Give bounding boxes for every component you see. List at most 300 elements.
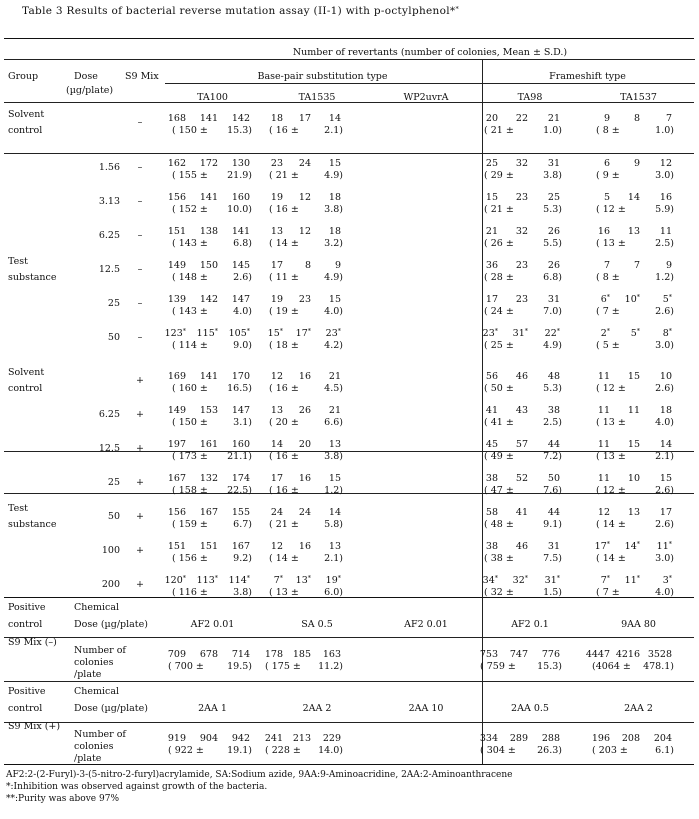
- sd-value: 4.0): [655, 417, 674, 428]
- mean-value: ( 9 ±: [596, 170, 620, 181]
- sd-value: 3.0): [655, 170, 674, 181]
- colony-count: 156: [167, 192, 186, 203]
- mean-value: ( 49 ±: [484, 451, 514, 462]
- mean-value: ( 13 ±: [596, 417, 626, 428]
- colony-count: 25: [485, 158, 498, 169]
- mean-value: ( 16 ±: [269, 383, 299, 394]
- colony-count: 8: [304, 260, 311, 271]
- number-label: /plate: [74, 669, 102, 680]
- mean-value: ( 150 ±: [172, 125, 208, 136]
- colony-count: 14*: [624, 540, 640, 552]
- colony-count: 11: [659, 226, 672, 237]
- sd-value: 19.1): [227, 745, 252, 756]
- mean-value: ( 41 ±: [484, 417, 514, 428]
- colony-count: 151: [199, 541, 218, 552]
- s9-value: +: [136, 375, 144, 386]
- s9-mix-label: S9 Mix (–): [8, 637, 57, 648]
- sd-value: 1.5): [543, 587, 562, 598]
- colony-count: 919: [167, 733, 186, 744]
- s9-value: –: [137, 230, 143, 241]
- chemical-label: Chemical: [74, 602, 120, 613]
- colony-count: 170: [231, 371, 250, 382]
- colony-count: 147: [231, 405, 250, 416]
- mean-value: ( 18 ±: [269, 340, 299, 351]
- group-label: control: [8, 125, 43, 136]
- base-pair-header: Base-pair substitution type: [257, 71, 388, 82]
- colony-count: 141: [231, 226, 250, 237]
- colony-count: 26: [298, 405, 311, 416]
- colony-count: 12: [659, 158, 672, 169]
- colony-count: 16: [597, 226, 610, 237]
- chemical-dose: 9AA 80: [621, 619, 656, 630]
- colony-count: 24: [270, 507, 283, 518]
- colony-count: 17*: [295, 327, 311, 339]
- mean-value: ( 28 ±: [484, 272, 514, 283]
- colony-count: 6: [603, 158, 610, 169]
- chemical-dose: 2AA 10: [408, 703, 444, 714]
- colony-count: 115*: [196, 327, 218, 339]
- colony-count: 161: [199, 439, 218, 450]
- dose-value: 3.13: [98, 196, 120, 207]
- colony-count: 130: [231, 158, 250, 169]
- colony-count: 11: [597, 371, 610, 382]
- colony-count: 16: [298, 371, 311, 382]
- sd-value: 21.9): [227, 170, 252, 181]
- s9-value: +: [136, 477, 144, 488]
- sd-value: 6.1): [655, 745, 674, 756]
- mean-value: ( 5 ±: [596, 340, 620, 351]
- sd-value: 1.0): [655, 125, 674, 136]
- mean-value: ( 16 ±: [269, 485, 299, 496]
- colony-count: 8: [633, 113, 640, 124]
- dose-value: 12.5: [98, 264, 120, 275]
- mean-value: ( 25 ±: [484, 340, 514, 351]
- colony-count: 52: [515, 473, 528, 484]
- dose-label: Dose (µg/plate): [74, 703, 148, 714]
- colony-count: 12: [298, 226, 311, 237]
- mean-value: ( 8 ±: [596, 125, 620, 136]
- colony-count: 38: [547, 405, 560, 416]
- dose-value: 25: [107, 477, 120, 488]
- chemical-dose: AF2 0.1: [511, 619, 549, 630]
- dose-unit-header: (µg/plate): [66, 85, 114, 96]
- colony-count: 113*: [196, 574, 218, 586]
- colony-count: 25: [547, 192, 560, 203]
- colony-count: 11: [597, 405, 610, 416]
- colony-count: 44: [547, 439, 560, 450]
- colony-count: 20: [485, 113, 498, 124]
- sd-value: 1.2): [324, 485, 343, 496]
- colony-count: 178: [264, 649, 283, 660]
- colony-count: 31*: [512, 327, 528, 339]
- dose-header: Dose: [74, 71, 98, 82]
- sd-value: 14.0): [318, 745, 343, 756]
- colony-count: 15: [328, 158, 341, 169]
- sd-value: 4.9): [543, 340, 562, 351]
- colony-count: 48: [547, 371, 560, 382]
- mean-value: ( 13 ±: [269, 587, 299, 598]
- colony-count: 20: [298, 439, 311, 450]
- colony-count: 15: [627, 371, 640, 382]
- colony-count: 50: [547, 473, 560, 484]
- positive-label: Positive: [8, 686, 46, 697]
- rule-line: [4, 597, 694, 598]
- mean-value: ( 16 ±: [269, 451, 299, 462]
- sd-value: 4.9): [324, 170, 343, 181]
- s9-value: +: [136, 545, 144, 556]
- colony-count: 17*: [594, 540, 610, 552]
- strain-ta1537: TA1537: [620, 92, 657, 103]
- colony-count: 19*: [325, 574, 341, 586]
- colony-count: 11: [627, 405, 640, 416]
- sd-value: 9.1): [543, 519, 562, 530]
- mean-value: ( 143 ±: [172, 238, 208, 249]
- colony-count: 23*: [325, 327, 341, 339]
- sd-value: 3.1): [233, 417, 252, 428]
- sd-value: 9.0): [233, 340, 252, 351]
- s9-value: –: [137, 196, 143, 207]
- sd-value: 5.3): [543, 383, 562, 394]
- colony-count: 9: [633, 158, 640, 169]
- colony-count: 7: [633, 260, 640, 271]
- colony-count: 26: [547, 226, 560, 237]
- mean-value: ( 21 ±: [484, 125, 514, 136]
- colony-count: 160: [231, 192, 250, 203]
- colony-count: 114*: [228, 574, 250, 586]
- sd-value: 4.5): [324, 383, 343, 394]
- colony-count: 12: [298, 192, 311, 203]
- colony-count: 18: [328, 226, 341, 237]
- colony-count: 167: [231, 541, 250, 552]
- sd-value: 4.2): [324, 340, 343, 351]
- colony-count: 141: [199, 371, 218, 382]
- colony-count: 138: [199, 226, 218, 237]
- dose-value: 25: [107, 298, 120, 309]
- sd-value: 16.5): [227, 383, 252, 394]
- colony-count: 32: [515, 226, 528, 237]
- mean-value: ( 8 ±: [596, 272, 620, 283]
- colony-count: 14: [659, 439, 672, 450]
- colony-count: 38: [485, 473, 498, 484]
- colony-count: 9: [603, 113, 610, 124]
- mean-value: ( 143 ±: [172, 306, 208, 317]
- colony-count: 58: [485, 507, 498, 518]
- sd-value: 1.0): [543, 125, 562, 136]
- colony-count: 44: [547, 507, 560, 518]
- colony-count: 289: [509, 733, 528, 744]
- colony-count: 147: [231, 294, 250, 305]
- colony-count: 14: [328, 113, 341, 124]
- colony-count: 2*: [600, 327, 610, 339]
- rule-line: [165, 59, 695, 60]
- mean-value: ( 13 ±: [596, 238, 626, 249]
- colony-count: 22*: [544, 327, 560, 339]
- rule-line: [4, 38, 694, 39]
- colony-count: 13: [627, 226, 640, 237]
- colony-count: 31: [547, 541, 560, 552]
- sd-value: 4.0): [324, 306, 343, 317]
- chemical-dose: 2AA 2: [302, 703, 332, 714]
- colony-count: 334: [479, 733, 498, 744]
- colony-count: 12: [270, 541, 283, 552]
- positive-label: control: [8, 619, 43, 630]
- mean-value: ( 304 ±: [480, 745, 516, 756]
- colony-count: 3528: [647, 649, 672, 660]
- mean-value: ( 203 ±: [592, 745, 628, 756]
- colony-count: 120*: [164, 574, 186, 586]
- rule-line: [4, 637, 694, 638]
- number-label: Number of: [74, 645, 126, 656]
- s9-value: +: [136, 579, 144, 590]
- mean-value: ( 114 ±: [172, 340, 208, 351]
- colony-count: 172: [199, 158, 218, 169]
- rule-line: [4, 681, 694, 682]
- colony-count: 23*: [482, 327, 498, 339]
- colony-count: 229: [322, 733, 341, 744]
- revertants-header: Number of revertants (number of colonies, Mean ± S.D.): [292, 47, 568, 58]
- colony-count: 13: [270, 405, 283, 416]
- colony-count: 747: [509, 649, 528, 660]
- colony-count: 24: [298, 507, 311, 518]
- colony-count: 7: [603, 260, 610, 271]
- mean-value: ( 12 ±: [596, 383, 626, 394]
- colony-count: 288: [541, 733, 560, 744]
- colony-count: 776: [541, 649, 560, 660]
- s9-value: –: [137, 264, 143, 275]
- colony-count: 18: [328, 192, 341, 203]
- colony-count: 151: [167, 226, 186, 237]
- sd-value: 2.6): [655, 383, 674, 394]
- footnote-purity: **:Purity was above 97%: [6, 794, 119, 804]
- colony-count: 17: [485, 294, 498, 305]
- group-label: Solvent: [8, 109, 45, 120]
- colony-count: 5*: [630, 327, 640, 339]
- colony-count: 14: [270, 439, 283, 450]
- colony-count: 167: [199, 507, 218, 518]
- colony-count: 21: [485, 226, 498, 237]
- colony-count: 15: [627, 439, 640, 450]
- mean-value: ( 14 ±: [269, 238, 299, 249]
- colony-count: 23: [515, 260, 528, 271]
- colony-count: 241: [264, 733, 283, 744]
- colony-count: 23: [515, 294, 528, 305]
- colony-count: 213: [292, 733, 311, 744]
- colony-count: 15: [659, 473, 672, 484]
- sd-value: 6.6): [324, 417, 343, 428]
- colony-count: 57: [515, 439, 528, 450]
- sd-value: 22.5): [227, 485, 252, 496]
- colony-count: 3*: [662, 574, 672, 586]
- colony-count: 9: [334, 260, 341, 271]
- sd-value: 26.3): [537, 745, 562, 756]
- colony-count: 31: [547, 158, 560, 169]
- chemical-dose: AF2 0.01: [404, 619, 448, 630]
- colony-count: 41: [515, 507, 528, 518]
- mean-value: ( 48 ±: [484, 519, 514, 530]
- group-header: Group: [8, 71, 39, 82]
- sd-value: 15.3): [227, 125, 252, 136]
- rule-line: [4, 722, 694, 723]
- mean-value: ( 700 ±: [168, 661, 204, 672]
- colony-count: 34*: [482, 574, 498, 586]
- colony-count: 45: [485, 439, 498, 450]
- s9-value: +: [136, 511, 144, 522]
- group-label: substance: [8, 272, 57, 283]
- mean-value: ( 116 ±: [172, 587, 208, 598]
- mean-value: ( 16 ±: [269, 204, 299, 215]
- colony-count: 13*: [295, 574, 311, 586]
- sd-value: 2.6): [655, 519, 674, 530]
- mean-value: ( 29 ±: [484, 170, 514, 181]
- colony-count: 41: [485, 405, 498, 416]
- colony-count: 56: [485, 371, 498, 382]
- dose-value: 6.25: [98, 409, 120, 420]
- colony-count: 15: [328, 473, 341, 484]
- sd-value: 2.1): [655, 451, 674, 462]
- colony-count: 10*: [624, 293, 640, 305]
- sd-value: 7.5): [543, 553, 562, 564]
- colony-count: 12: [597, 507, 610, 518]
- dose-value: 200: [101, 579, 120, 590]
- colony-count: 167: [167, 473, 186, 484]
- sd-value: 3.0): [655, 340, 674, 351]
- mean-value: ( 24 ±: [484, 306, 514, 317]
- rule-line: [4, 493, 694, 494]
- colony-count: 7*: [600, 574, 610, 586]
- colony-count: 21: [328, 405, 341, 416]
- colony-count: 12: [270, 371, 283, 382]
- mean-value: ( 159 ±: [172, 519, 208, 530]
- sd-value: 4.0): [655, 587, 674, 598]
- colony-count: 5: [603, 192, 610, 203]
- mean-value: ( 26 ±: [484, 238, 514, 249]
- mean-value: ( 156 ±: [172, 553, 208, 564]
- chemical-dose: SA 0.5: [301, 619, 333, 630]
- mean-value: ( 7 ±: [596, 587, 620, 598]
- colony-count: 17: [270, 260, 283, 271]
- colony-count: 7: [665, 113, 672, 124]
- colony-count: 145: [231, 260, 250, 271]
- colony-count: 9: [665, 260, 672, 271]
- table-title: Table 3 Results of bacterial reverse mutation assay (II-1) with p-octylphenol**: [22, 5, 459, 17]
- rule-line: [4, 764, 694, 765]
- s9-mix-label: S9 Mix (+): [8, 721, 61, 732]
- group-label: Solvent: [8, 367, 45, 378]
- colony-count: 11*: [656, 540, 672, 552]
- footnote-inhibition: *:Inhibition was observed against growth of the bacteria.: [6, 782, 268, 792]
- mean-value: ( 12 ±: [596, 204, 626, 215]
- colony-count: 16: [298, 473, 311, 484]
- colony-count: 10: [659, 371, 672, 382]
- colony-count: 18: [659, 405, 672, 416]
- colony-count: 714: [231, 649, 250, 660]
- sd-value: 2.6): [233, 272, 252, 283]
- mean-value: ( 922 ±: [168, 745, 204, 756]
- colony-count: 19: [270, 192, 283, 203]
- mean-value: ( 21 ±: [484, 204, 514, 215]
- colony-count: 24: [298, 158, 311, 169]
- mean-value: ( 21 ±: [269, 519, 299, 530]
- colony-count: 16: [659, 192, 672, 203]
- colony-count: 142: [199, 294, 218, 305]
- chemical-dose: AF2 0.01: [190, 619, 235, 630]
- strain-ta1535: TA1535: [298, 92, 336, 103]
- colony-count: 21: [328, 371, 341, 382]
- colony-count: 904: [199, 733, 218, 744]
- colony-count: 10: [627, 473, 640, 484]
- colony-count: 5*: [662, 293, 672, 305]
- colony-count: 18: [270, 113, 283, 124]
- mean-value: ( 19 ±: [269, 306, 299, 317]
- colony-count: 23: [270, 158, 283, 169]
- strain-ta100: TA100: [197, 92, 228, 103]
- dose-value: 1.56: [98, 162, 120, 173]
- colony-count: 16: [298, 541, 311, 552]
- colony-count: 23: [515, 192, 528, 203]
- sd-value: 5.9): [655, 204, 674, 215]
- sd-value: 2.6): [655, 306, 674, 317]
- colony-count: 13: [328, 541, 341, 552]
- colony-count: 174: [231, 473, 250, 484]
- colony-count: 196: [591, 733, 610, 744]
- colony-count: 197: [167, 439, 186, 450]
- colony-count: 169: [167, 371, 186, 382]
- group-label: control: [8, 383, 43, 394]
- colony-count: 32: [515, 158, 528, 169]
- sd-value: 4.9): [324, 272, 343, 283]
- s9-value: –: [137, 298, 143, 309]
- mean-value: ( 12 ±: [596, 485, 626, 496]
- sd-value: 478.1): [643, 661, 674, 672]
- colony-count: 46: [515, 541, 528, 552]
- s9-value: –: [137, 332, 143, 343]
- mean-value: ( 175 ±: [265, 661, 301, 672]
- mean-value: ( 228 ±: [265, 745, 301, 756]
- colony-count: 123*: [164, 327, 186, 339]
- positive-label: control: [8, 703, 43, 714]
- sd-value: 9.2): [233, 553, 252, 564]
- sd-value: 21.1): [227, 451, 252, 462]
- mean-value: ( 11 ±: [269, 272, 299, 283]
- frameshift-header: Frameshift type: [549, 71, 626, 82]
- sd-value: 7.0): [543, 306, 562, 317]
- strain-wp2uvra: WP2uvrA: [403, 92, 449, 103]
- mean-value: ( 14 ±: [269, 553, 299, 564]
- sd-value: 15.3): [537, 661, 562, 672]
- mean-value: ( 14 ±: [596, 519, 626, 530]
- dose-label: Dose (µg/plate): [74, 619, 148, 630]
- colony-count: 38: [485, 541, 498, 552]
- colony-count: 139: [167, 294, 186, 305]
- mean-value: ( 21 ±: [269, 170, 299, 181]
- colony-count: 163: [322, 649, 341, 660]
- sd-value: 19.5): [227, 661, 252, 672]
- colony-count: 160: [231, 439, 250, 450]
- sd-value: 5.8): [324, 519, 343, 530]
- s9-value: –: [137, 117, 143, 128]
- dose-value: 50: [107, 511, 120, 522]
- mean-value: ( 150 ±: [172, 417, 208, 428]
- mean-value: ( 759 ±: [480, 661, 516, 672]
- dose-value: 100: [101, 545, 120, 556]
- colony-count: 155: [231, 507, 250, 518]
- colony-count: 22: [515, 113, 528, 124]
- colony-count: 709: [167, 649, 186, 660]
- colony-count: 15: [328, 294, 341, 305]
- rule-line: [165, 83, 695, 84]
- sd-value: 2.5): [543, 417, 562, 428]
- mean-value: ( 13 ±: [596, 451, 626, 462]
